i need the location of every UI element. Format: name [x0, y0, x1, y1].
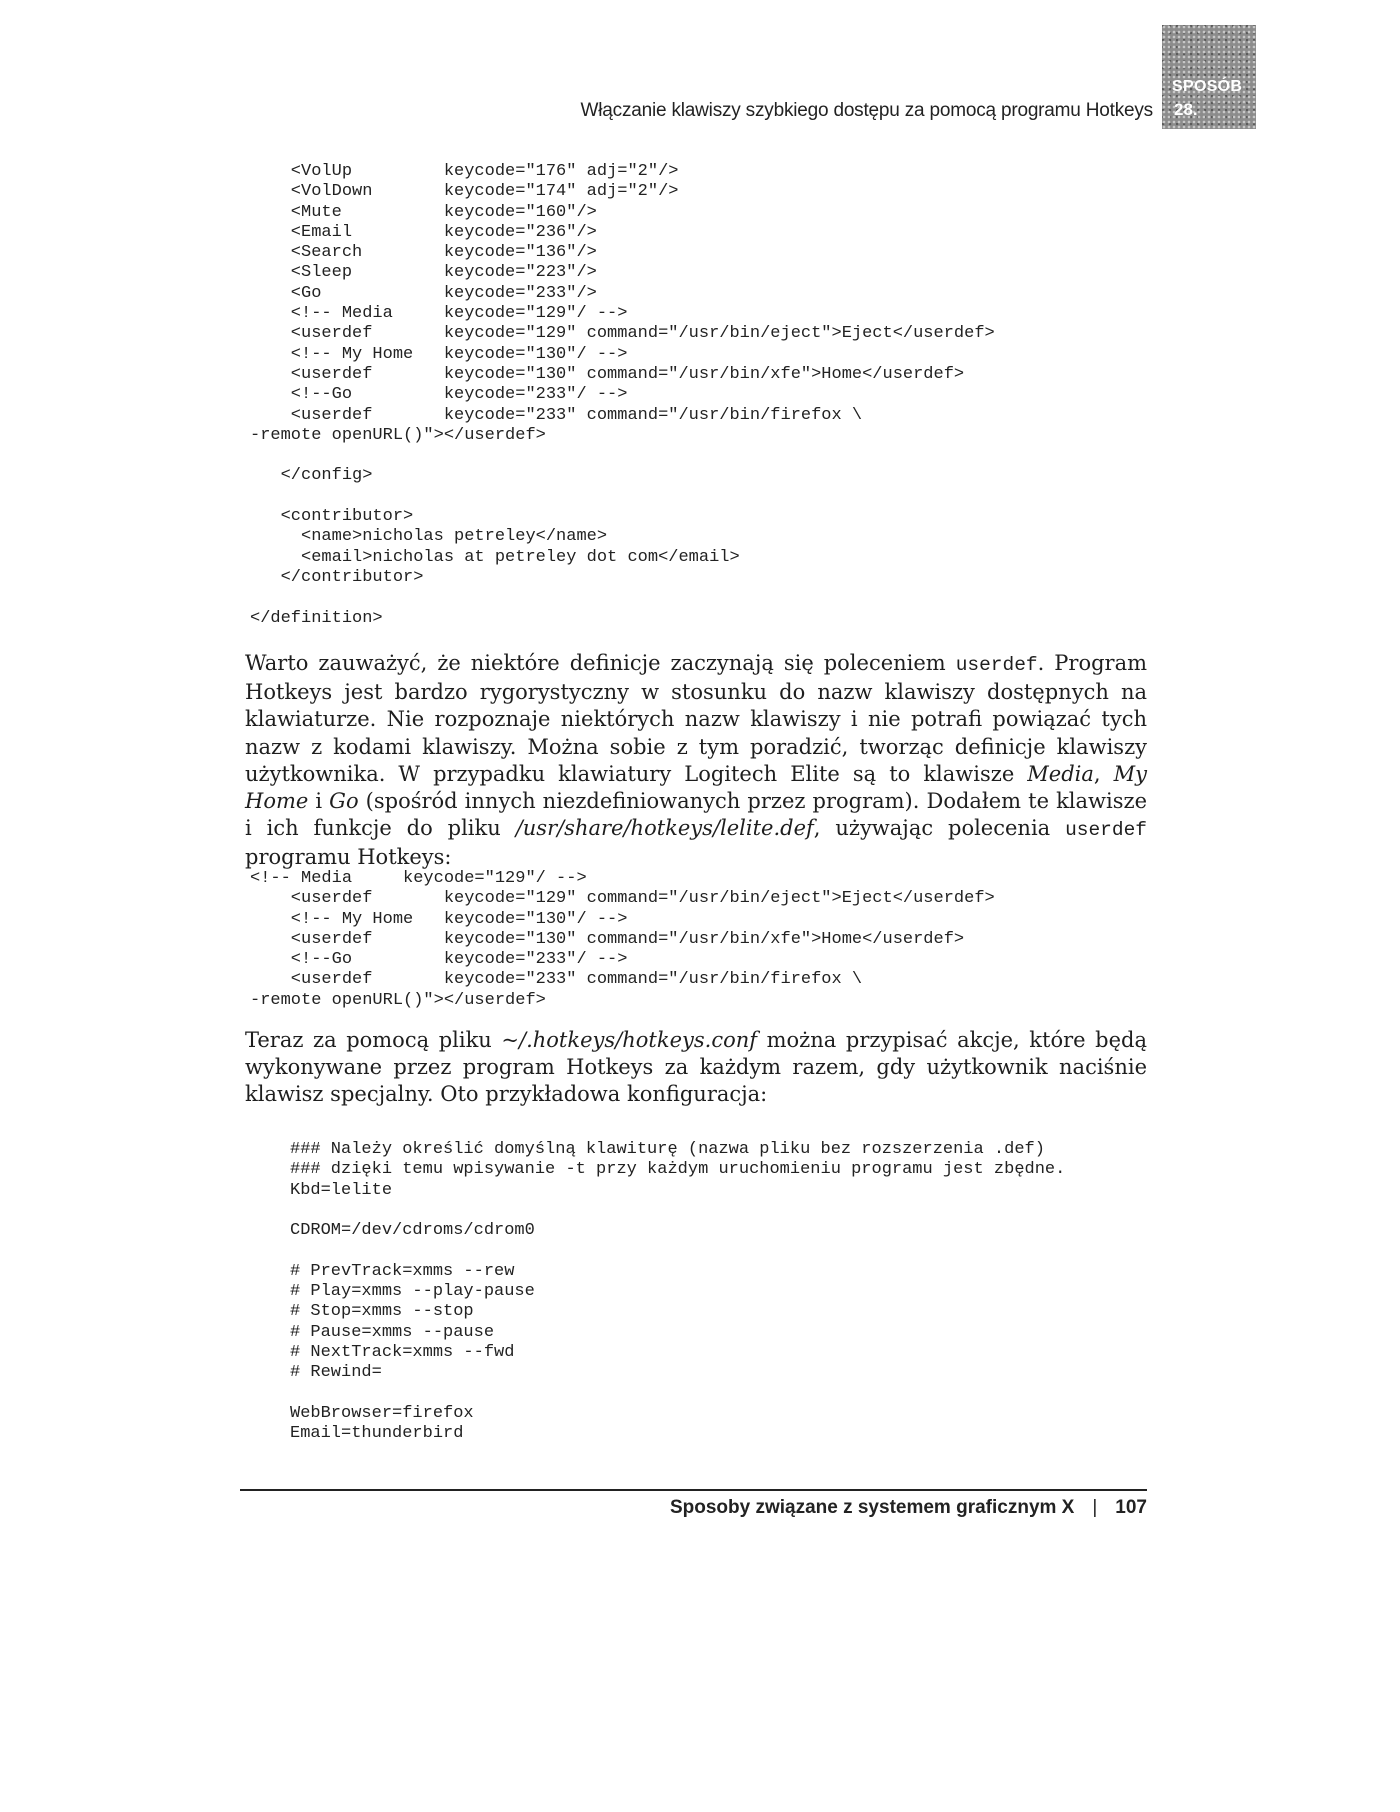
footer-section-title: Sposoby związane z systemem graficznym X: [669, 1497, 1075, 1518]
file-path-lelite: /usr/share/hotkeys/lelite.def: [515, 816, 814, 841]
inline-code-userdef: userdef: [955, 654, 1038, 676]
section-badge: [1162, 25, 1256, 129]
running-header-title: Włączanie klawiszy szybkiego dostępu za pomocą programu Hotkeys: [580, 100, 1153, 121]
body-paragraph-hotkeys-conf: Teraz za pomocą pliku ~/.hotkeys/hotkeys.conf można przypisać akcje, które będą wykonywane przez program Hotkeys za każdym razem, gdy użytkownik naciśnie klawisz specjalny. Oto przykładowa konfiguracja:: [245, 1028, 1147, 1107]
code-block-userdef: <!-- Media keycode="129"/ --> <userdef keycode="129" command="/usr/bin/eject">Eject</userdef> <!-- My Home keycode="130"/ --> <userdef keycode="130" command="/usr/bin/xfe">Home</userdef> <!--Go keycode="233"/ --> <userdef keycode="233" command="/usr/bin/firefox \ -remote openURL()"></userdef>: [250, 869, 995, 1010]
page-footer: [670, 1497, 1147, 1519]
body-paragraph-userdef: Warto zauważyć, że niektóre definicje zaczynają się poleceniem userdef. Program Hotkeys jest bardzo rygorystyczny w stosunku do nazw klawiszy dostępnych na klawiaturze. Nie rozpoznaje niektórych nazw klawiszy i nie potrafi powiązać tych nazw z kodami klawiszy. Można sobie z tym poradzić, tworząc definicje klawiszy użytkownika. W przypadku klawiatury Logitech Elite są to klawisze Media, My Home i Go (spośród innych niezdefiniowanych przez program). Dodałem te klawisze i ich funkcje do pliku /usr/share/hotkeys/lelite.def, używając polecenia userdef programu Hotkeys:: [245, 651, 1148, 870]
file-path-hotkeys-conf: ~/.hotkeys/hotkeys.conf: [501, 1028, 758, 1052]
badge-label: SPOSÓB: [1172, 78, 1243, 95]
footer-rule: [240, 1489, 1147, 1491]
badge-number: 28.: [1174, 100, 1198, 119]
code-block-hotkeys-conf: ### Należy określić domyślną klawiturę (nazwa pliku bez rozszerzenia .def) ### dzięki temu wpisywanie -t przy każdym uruchomieniu programu jest zbędne. Kbd=lelite CDROM=/dev/cdroms/cdrom0 # PrevTrack=xmms --rew # Play=xmms --play-pause # Stop=xmms --stop # Pause=xmms --pause # NextTrack=xmms --fwd # Rewind= WebBrowser=firefox Email=thunderbird: [290, 1140, 1066, 1444]
footer-separator: |: [1092, 1497, 1098, 1518]
inline-code-userdef-2: userdef: [1065, 819, 1147, 842]
code-block-config: <VolUp keycode="176" adj="2"/> <VolDown keycode="174" adj="2"/> <Mute keycode="160"/> <Email keycode="236"/> <Search keycode="136"/> <Sleep keycode="223"/> <Go keycode="233"/> <!-- Media keycode="129"/ --> <userdef keycode="129" command="/usr/bin/eject">Eject</userdef> <!-- My Home keycode="130"/ --> <userdef keycode="130" command="/usr/bin/xfe">Home</userdef> <!--Go keycode="233"/ --> <userdef keycode="233" command="/usr/bin/firefox \ -remote openURL()"></userdef> </config> <contributor> <name>nicholas petreley</name> <email>nicholas at petreley dot com</email> </contributor> </definition>: [250, 162, 995, 628]
page-number: 107: [1115, 1497, 1147, 1518]
